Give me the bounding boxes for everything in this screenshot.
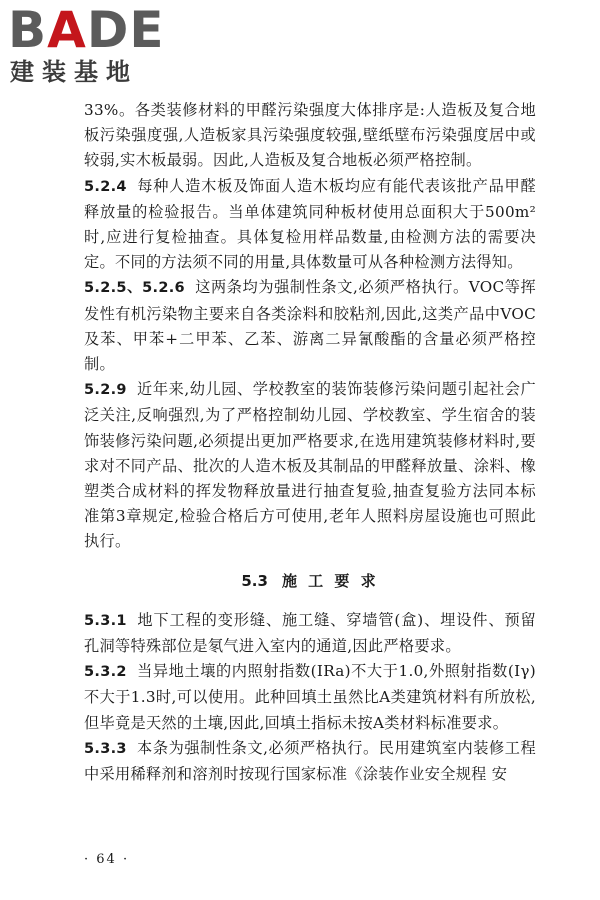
- clause-number: 5.2.9: [84, 382, 127, 399]
- clause-text: 每种人造木板及饰面人造木板均应有能代表该批产品甲醛释放量的检验报告。当单体建筑同种板材使用总面积大于500m²时,应进行复检抽查。具体复检用样品数量,由检测方法的需要决定。不同的方法须不同的用量,具体数量可从各种检测方法得知。: [84, 176, 536, 272]
- clause-number: 5.3.3: [84, 740, 127, 757]
- clause-text: 当异地土壤的内照射指数(IRa)不大于1.0,外照射指数(Iγ)不大于1.3时,可以使用。此种回填土虽然比A类建筑材料有所放松,但毕竟是天然的土壤,因此,回填土指标未按A类材料标准要求。: [84, 662, 536, 732]
- section-number: 5.3: [241, 571, 268, 590]
- section-heading: [84, 569, 536, 594]
- page-number: · 64 ·: [84, 852, 130, 867]
- section-title: 施 工 要 求: [281, 571, 379, 590]
- clause-number: 5.3.1: [84, 612, 127, 629]
- brand-subtitle: 建装基地: [10, 58, 138, 86]
- paragraph-5-2-9: [84, 377, 536, 554]
- clause-text: 这两条均为强制性条文,必须严格执行。VOC等挥发性有机污染物主要来自各类涂料和胶粘剂,因此,这类产品中VOC及苯、甲苯+二甲苯、乙苯、游离二异氰酸酯的含量必须严格控制。: [84, 278, 537, 374]
- paragraph-5-3-2: [84, 659, 536, 736]
- clause-number: 5.3.2: [84, 664, 127, 681]
- brand-logo: [8, 1, 178, 94]
- document-body: [84, 98, 536, 787]
- paragraph-5-2-4: [84, 174, 536, 276]
- clause-number: 5.2.5、5.2.6: [84, 280, 185, 297]
- paragraph-5-3-1: [84, 608, 536, 659]
- paragraph-5-2-5-6: [84, 275, 536, 377]
- paragraph-5-3-3: [84, 736, 536, 787]
- clause-text: 本条为强制性条文,必须严格执行。民用建筑室内装修工程中采用稀释剂和溶剂时按现行国家标准《涂装作业安全规程 安: [84, 738, 536, 784]
- brand-wordmark: BADE: [8, 1, 165, 59]
- clause-text: 近年来,幼儿园、学校教室的装饰装修污染问题引起社会广泛关注,反响强烈,为了严格控制幼儿园、学校教室、学生宿舍的装饰装修污染问题,必须提出更加严格要求,在选用建筑装修材料时,要求对不同产品、批次的人造木板及其制品的甲醛释放量、涂料、橡塑类合成材料的挥发物释放量进行抽查复验,抽查复验方法同本标准第3章规定,检验合格后方可使用,老年人照料房屋设施也可照此执行。: [84, 380, 536, 551]
- paragraph: 33%。各类装修材料的甲醛污染强度大体排序是:人造板及复合地板污染强度强,人造板家具污染强度较强,壁纸壁布污染强度居中或较弱,实木板最弱。因此,人造板及复合地板必须严格控制。: [84, 101, 536, 170]
- clause-number: 5.2.4: [84, 178, 127, 195]
- clause-text: 地下工程的变形缝、施工缝、穿墙管(盒)、埋设件、预留孔洞等特殊部位是氡气进入室内的通道,因此严格要求。: [84, 610, 536, 656]
